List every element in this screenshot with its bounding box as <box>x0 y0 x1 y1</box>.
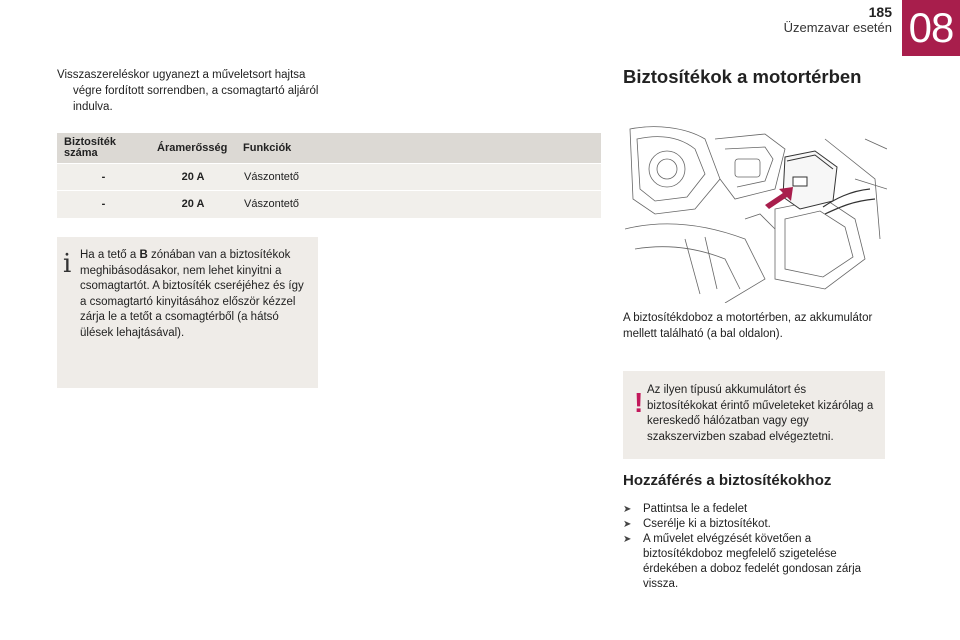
list-item <box>623 502 888 517</box>
warning-box <box>623 371 885 459</box>
function-cell: Vászontető <box>236 191 601 218</box>
arrow-bullet-icon: ➤ <box>623 519 632 530</box>
fuse-number-cell: - <box>57 164 150 191</box>
section-title: Biztosítékok a motortérben <box>623 66 862 87</box>
info-icon: i <box>63 249 72 279</box>
intro-paragraph <box>57 67 319 115</box>
info-text-before: Ha a tető a <box>80 249 140 261</box>
page-header <box>784 4 892 36</box>
column-header-amperage: Áramerősség <box>150 133 236 164</box>
amperage-cell: 20 A <box>150 164 236 191</box>
arrow-bullet-icon: ➤ <box>623 534 632 545</box>
step-text: Pattintsa le a fedelet <box>643 503 748 515</box>
warning-text: Az ilyen típusú akkumulátort és biztosítékokat érintő műveleteket kizárólag a kereskedő hálózatban vagy egy szakszervizben szabad elvégeztetni. <box>647 384 874 443</box>
page-number: 185 <box>868 4 892 20</box>
intro-line-2: végre fordított sorrendben, a csomagtartó aljáról indulva. <box>73 85 319 113</box>
fuse-number-cell: - <box>57 191 150 218</box>
steps-list <box>623 502 888 592</box>
engine-compartment-illustration <box>625 119 887 303</box>
function-cell: Vászontető <box>236 164 601 191</box>
list-item <box>623 532 888 592</box>
step-text: A művelet elvégzését követően a biztosítékdoboz megfelelő szigetelése érdekében a doboz fedelét gondosan zárja vissza. <box>643 533 862 590</box>
chapter-number-badge: 08 <box>902 0 960 56</box>
table-header-row <box>57 133 601 164</box>
subsection-title: Hozzáférés a biztosítékokhoz <box>623 472 832 489</box>
table-row <box>57 164 601 191</box>
zone-label: B <box>139 249 148 261</box>
engine-drawing <box>625 119 887 303</box>
image-caption: A biztosítékdoboz a motortérben, az akkumulátor mellett található (a bal oldalon). <box>623 312 873 340</box>
amperage-cell: 20 A <box>150 191 236 218</box>
chapter-title: Üzemzavar esetén <box>783 20 892 35</box>
step-text: Cserélje ki a biztosítékot. <box>643 518 771 530</box>
arrow-bullet-icon: ➤ <box>623 504 632 515</box>
column-header-functions: Funkciók <box>236 133 601 164</box>
table-row <box>57 191 601 218</box>
info-note-box <box>57 237 318 388</box>
info-note-text <box>80 248 312 341</box>
column-header-number: Biztosíték száma <box>57 133 150 164</box>
intro-line-1: Visszaszereléskor ugyanezt a műveletsort hajtsa <box>57 69 306 81</box>
info-text-after: zónában van a biztosítékok meghibásodásakor, nem lehet kinyitni a csomagtartót. A biztosíték cseréjéhez és így a csomagtartó kinyitásához először kézzel zárja le a tetőt a csomagtérből (a hátsó ülések lehajtásával). <box>80 249 304 339</box>
exclamation-icon: ! <box>634 387 644 418</box>
list-item <box>623 517 888 532</box>
fuse-table <box>57 133 601 218</box>
